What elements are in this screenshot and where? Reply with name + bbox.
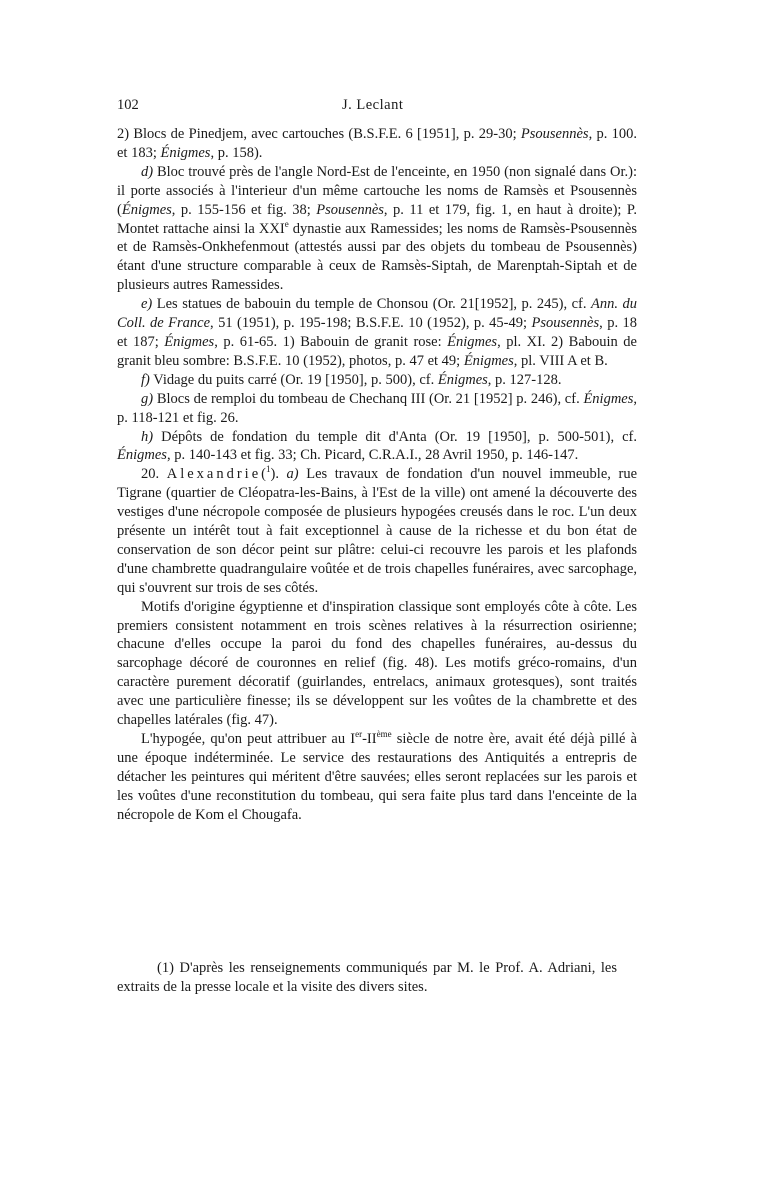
paragraph-alexandrie: 20. Alexandrie($^1$). a) Les travaux de fondation d'un nouvel immeuble, rue Tigrane (quartier de Cléopatra-les-Bains, à l'Est de la ville) ont amené la découverte des vestiges d'une nécropole composée de plusieurs hypogées creusés dans le roc. L'un deux présente un intérêt tout à fait exceptionnel à cause de la richesse et du bon état de conservation de son décor peint sur plâtre: celui-ci recouvre les parois et les plafonds d'une chambrette quadrangulaire voûtée et de trois chapelles funéraires, avec sarcophage, qui s'ouvrent sur trois de ses côtés. — [117, 464, 638, 596]
italic-run: Énigmes — [164, 333, 215, 350]
footnotes — [117, 959, 617, 997]
text-run: , 51 (1951), p. 195-198; B.S.F.E. 10 (1952), p. 45-49; — [210, 315, 532, 332]
paragraph-f — [117, 371, 637, 390]
text-run: , p. 118-121 et fig. 26. — [117, 390, 637, 426]
paragraph-e — [117, 295, 637, 371]
superscript: e — [284, 218, 289, 229]
italic-run: Énigmes — [583, 390, 634, 407]
item-marker: e) — [141, 296, 153, 313]
item-marker: a) — [286, 466, 299, 483]
text-run: , p. 158). — [210, 144, 263, 161]
item-marker: g) — [141, 390, 154, 407]
italic-run: Énigmes — [463, 352, 514, 369]
text-run: Les statues de babouin du temple de Chonsou (Or. 21[1952], p. 245), cf. — [152, 296, 592, 313]
item-marker: d) — [141, 163, 154, 180]
superscript: er — [355, 729, 363, 740]
section-heading: Alexandrie — [166, 466, 262, 483]
text-run: Motifs d'origine égyptienne et d'inspiration classique sont employés côte à côte. Les premiers consistent notamment en trois scènes relatives à la résurrection osirienne; chacune d'elles occupe la paroi du fond des chapelles funéraires, au-dessus du sarcophage décoré de couronnes en relief (fig. 48). Les motifs gréco-romains, d'un caractère purement décoratif (guirlandes, entrelacs, animaux grotesques), sont traités avec une particulière finesse; ils se développent sur les voûtes de la chambrette et des chapelles latérales (fig. 47). — [117, 598, 637, 729]
italic-run: Ann. du Coll. de France — [117, 296, 637, 332]
text-run: 2) Blocs de Pinedjem, avec cartouches (B.S.F.E. 6 [1951], p. 29-30; — [117, 126, 521, 142]
italic-run: Psousennès — [316, 201, 384, 218]
superscript: ème — [376, 729, 392, 740]
text-run: , p. 155-156 et fig. 38; — [171, 201, 317, 218]
page-header — [117, 97, 637, 119]
text-run: Dépôts de fondation du temple dit d'Anta (Or. 19 [1950], p. 500-501), cf. — [153, 428, 637, 445]
italic-run: Énigmes — [447, 333, 498, 350]
italic-run: Énigmes — [117, 447, 167, 464]
italic-run: Psousennès — [531, 315, 600, 332]
paragraph-g — [117, 390, 637, 428]
italic-run: Psousennès — [520, 126, 589, 142]
text-run: L'hypogée, qu'on peut attribuer au I — [141, 731, 356, 747]
item-marker: h) — [141, 428, 154, 445]
italic-run: Énigmes — [121, 201, 172, 218]
italic-run: Énigmes — [437, 371, 488, 388]
page-number: 102 — [117, 97, 139, 113]
footnote-ref: 1 — [265, 464, 271, 475]
text-run: Les travaux de fondation d'un nouvel immeuble, rue Tigrane (quartier de Cléopatra-les-Bains, à l'Est de la ville) ont amené la découverte des vestiges d'une nécropole composée de plusieurs hypogées creusés dans le roc. L'un deux présente un intérêt tout à fait exceptionnel à cause de la richesse et du bon état de conservation de son décor peint sur plâtre: celui-ci recouvre les parois et les plafonds d'une chambrette quadrangulaire voûtée et de trois chapelles funéraires, avec sarcophage, qui s'ouvrent sur trois de ses côtés. — [117, 466, 638, 596]
paragraph-motifs — [117, 598, 637, 730]
item-marker: f) — [141, 371, 150, 388]
text-run: , p. 61-65. 1) Babouin de granit rose: — [214, 333, 448, 350]
text-run: , p. 11 et 179, fig. 1, en haut à droite); P. Montet rattache ainsi la XXI — [117, 201, 637, 237]
text-run: . — [275, 466, 287, 483]
footnote-text: D'après les renseignements communiqués par M. le Prof. A. Adriani, les extraits de la presse locale et la visite des divers sites. — [117, 960, 617, 995]
text-run: 20. — [141, 466, 167, 483]
running-head: J. Leclant — [342, 97, 404, 113]
footnote-marker: (1) — [157, 960, 174, 976]
body-text — [117, 125, 637, 825]
text-run: siècle de notre ère, avait été déjà pillé à une époque indéterminée. Le service des restaurations des Antiquités a entrepris de détacher les peintures qui méritent d'être sauvées; elles seront replacées sur les parois et les voûtes d'une reconstitution du tombeau, qui sera faite plus tard dans l'enceinte de la nécropole de Kom el Chougafa. — [117, 731, 637, 823]
paragraph-blocs-pinedjem — [117, 125, 637, 163]
text-run: Vidage du puits carré (Or. 19 [1950], p. 500), cf. — [149, 371, 438, 388]
text-run: Bloc trouvé près de l'angle Nord-Est de l'enceinte, en 1950 (non signalé dans Or.): il porte associés à l'interieur d'un même cartouche les noms de Ramsès et Psousennès ( — [117, 163, 637, 218]
paragraph-h — [117, 428, 637, 466]
text-run: -II — [362, 731, 377, 747]
footnote-1 — [117, 959, 617, 997]
text-run: , pl. VIII A et B. — [513, 352, 608, 369]
text-run: dynastie aux Ramessides; les noms de Ramsès-Psousennès et de Ramsès-Onkhefenmout (attestés aussi par des objets du tombeau de Psousennès) étant d'une structure comparable à ceux de Ramsès-Siptah, de Marenptah-Siptah et de plusieurs autres Ramessides. — [117, 220, 638, 294]
text-run: , p. 18 et 187; — [117, 315, 637, 350]
paragraph-d — [117, 163, 637, 295]
text-run: Blocs de remploi du tombeau de Chechanq III (Or. 21 [1952] p. 246), cf. — [153, 390, 584, 407]
paragraph-hypogee — [117, 730, 637, 825]
text-run: , p. 140-143 et fig. 33; Ch. Picard, C.R.A.I., 28 Avril 1950, p. 146-147. — [166, 447, 579, 464]
text-run: , pl. XI. 2) Babouin de granit bleu sombre: B.S.F.E. 10 (1952), photos, p. 47 et 49; — [117, 333, 637, 369]
text-run: , p. 100. et 183; — [117, 126, 637, 161]
text-run: , p. 127-128. — [487, 371, 562, 388]
italic-run: Énigmes — [160, 144, 211, 161]
